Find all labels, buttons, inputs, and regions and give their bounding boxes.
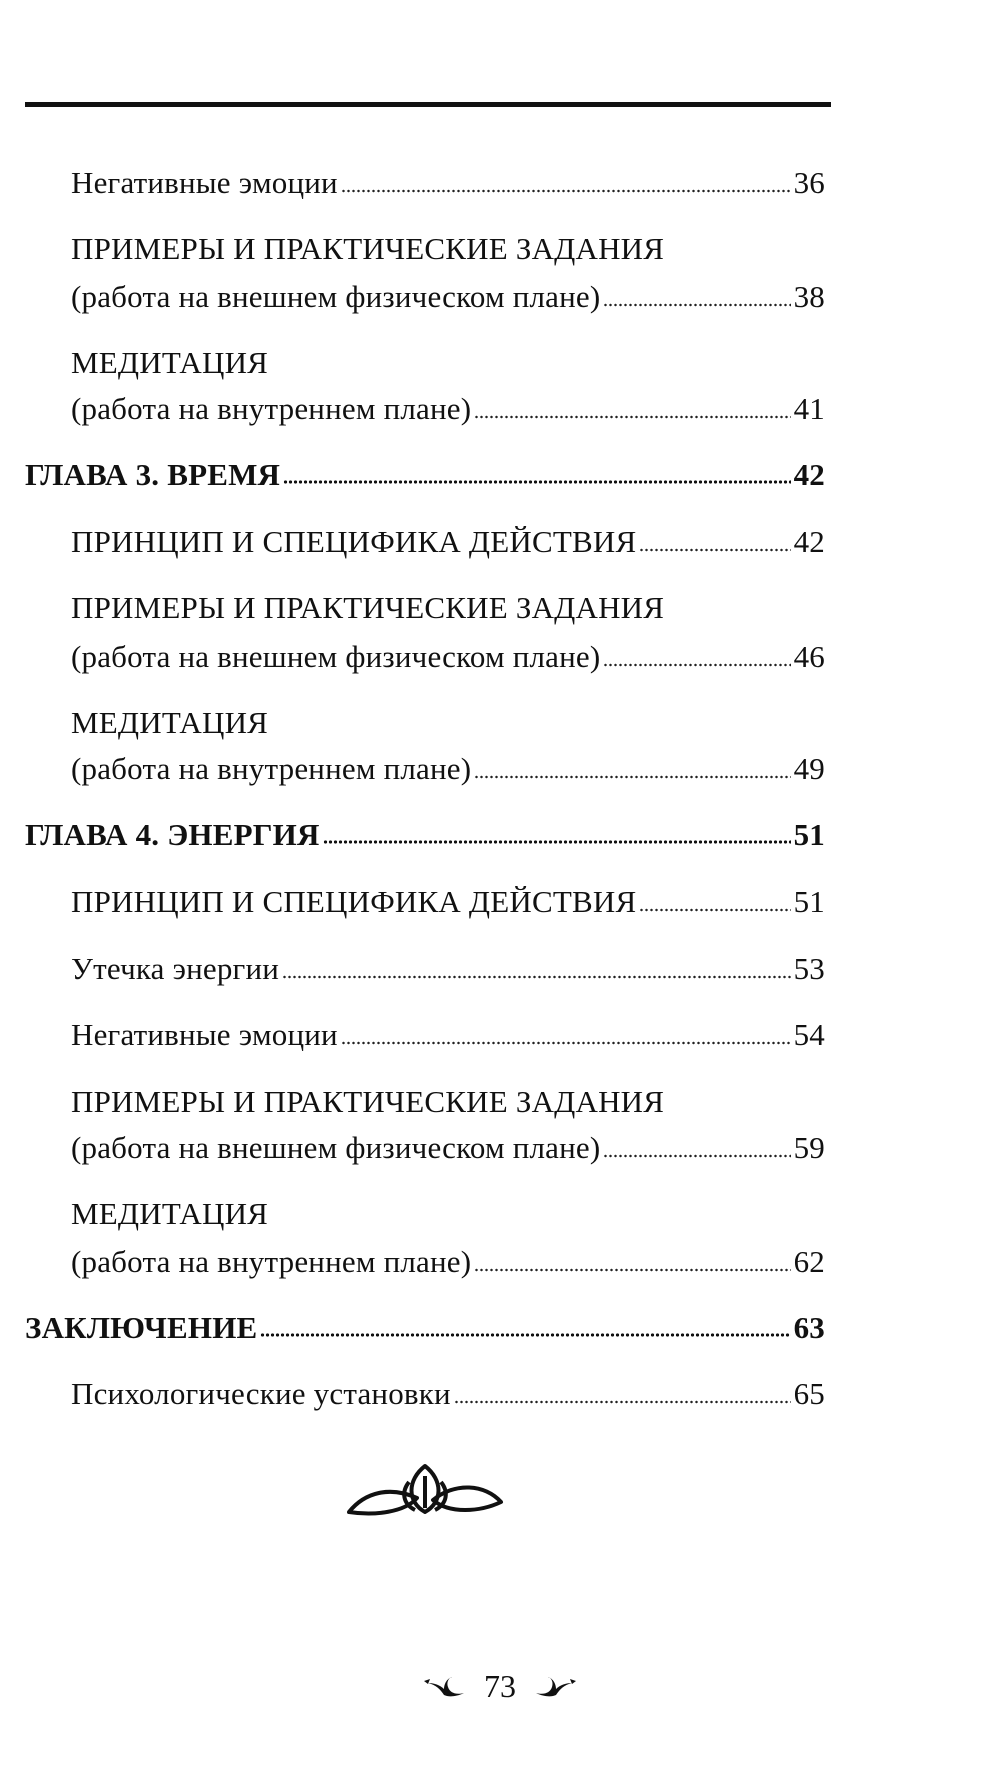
toc-entry-label: МЕДИТАЦИЯ — [71, 1196, 269, 1231]
toc-entry — [71, 1194, 825, 1234]
toc-chapter-entry — [25, 1308, 825, 1348]
toc-entry-label: (работа на внутреннем плане) — [71, 751, 472, 786]
toc-entry-label: (работа на внутреннем плане) — [71, 1244, 472, 1279]
toc-entry — [71, 1374, 825, 1414]
toc-entry — [71, 949, 825, 989]
toc-entry-label: Негативные эмоции — [71, 165, 338, 200]
flourish-right-icon — [534, 1675, 578, 1699]
toc-entry-page: 46 — [793, 639, 825, 674]
dot-leader — [603, 303, 790, 307]
toc-chapter-entry — [25, 455, 825, 495]
toc-entry-label: Негативные эмоции — [71, 1017, 338, 1052]
dot-leader — [603, 1154, 790, 1158]
toc-entry — [71, 749, 825, 789]
dot-leader — [639, 548, 790, 552]
toc-entry-label: ПРИМЕРЫ И ПРАКТИЧЕСКИЕ ЗАДАНИЯ — [71, 1084, 665, 1119]
dot-leader — [474, 415, 790, 419]
toc-entry-page: 51 — [793, 884, 825, 919]
toc-entry — [71, 163, 825, 203]
toc-entry — [71, 1015, 825, 1055]
toc-entry-label: ПРИНЦИП И СПЕЦИФИКА ДЕЙСТВИЯ — [71, 884, 637, 919]
toc-entry — [71, 637, 825, 677]
toc-entry-label: (работа на внешнем физическом плане) — [71, 279, 601, 314]
dot-leader — [260, 1333, 790, 1338]
toc-entry — [71, 389, 825, 429]
toc-entry — [71, 277, 825, 317]
dot-leader — [639, 908, 790, 912]
toc-entry-label: Психологические установки — [71, 1376, 451, 1411]
toc-entry — [71, 1242, 825, 1282]
toc-entry-label: МЕДИТАЦИЯ — [71, 345, 269, 380]
toc-entry-page: 49 — [793, 751, 825, 786]
flourish-left-icon — [422, 1675, 466, 1699]
toc-entry-label: ПРИМЕРЫ И ПРАКТИЧЕСКИЕ ЗАДАНИЯ — [71, 590, 665, 625]
toc-entry-label: ПРИМЕРЫ И ПРАКТИЧЕСКИЕ ЗАДАНИЯ — [71, 231, 665, 266]
toc-entry-label: МЕДИТАЦИЯ — [71, 705, 269, 740]
toc-entry — [71, 703, 825, 743]
toc-entry-label: (работа на внутреннем плане) — [71, 391, 472, 426]
toc-entry — [71, 588, 825, 628]
toc-entry-page: 41 — [793, 391, 825, 426]
page-footer — [0, 1668, 1000, 1705]
toc-entry-page: 51 — [793, 817, 825, 852]
toc-entry-page: 62 — [793, 1244, 825, 1279]
toc-entry-page: 53 — [793, 951, 825, 986]
toc-entry — [71, 343, 825, 383]
top-rule — [25, 102, 831, 107]
dot-leader — [282, 975, 791, 979]
toc-entry-label: ПРИНЦИП И СПЕЦИФИКА ДЕЙСТВИЯ — [71, 524, 637, 559]
dot-leader — [454, 1400, 791, 1404]
toc-entry-page: 42 — [793, 524, 825, 559]
toc-entry-label: Утечка энергии — [71, 951, 280, 986]
toc-entry-page: 42 — [793, 457, 825, 492]
toc-entry — [71, 882, 825, 922]
toc-entry-label: (работа на внешнем физическом плане) — [71, 1130, 601, 1165]
leaf-ornament-icon — [345, 1462, 505, 1522]
toc-entry-label: (работа на внешнем физическом плане) — [71, 639, 601, 674]
toc-entry — [71, 1128, 825, 1168]
toc-entry-page: 63 — [793, 1310, 825, 1345]
toc-entry-page: 38 — [793, 279, 825, 314]
dot-leader — [323, 840, 791, 845]
toc-entry-page: 36 — [793, 165, 825, 200]
toc-entry-page: 54 — [793, 1017, 825, 1052]
toc-entry-page: 65 — [793, 1376, 825, 1411]
toc-entry-label: ГЛАВА 4. ЭНЕРГИЯ — [25, 817, 320, 852]
toc-entry-label: ГЛАВА 3. ВРЕМЯ — [25, 457, 281, 492]
toc-entry — [71, 1082, 825, 1122]
dot-leader — [341, 189, 791, 193]
dot-leader — [603, 663, 790, 667]
toc-entry — [71, 522, 825, 562]
toc-entry — [71, 229, 825, 269]
dot-leader — [474, 1268, 790, 1272]
toc-chapter-entry — [25, 815, 825, 855]
toc-entry-page: 59 — [793, 1130, 825, 1165]
toc-entry-label: ЗАКЛЮЧЕНИЕ — [25, 1310, 258, 1345]
dot-leader — [474, 775, 790, 779]
dot-leader — [283, 480, 790, 485]
page-number: 73 — [484, 1668, 516, 1704]
dot-leader — [341, 1041, 791, 1045]
